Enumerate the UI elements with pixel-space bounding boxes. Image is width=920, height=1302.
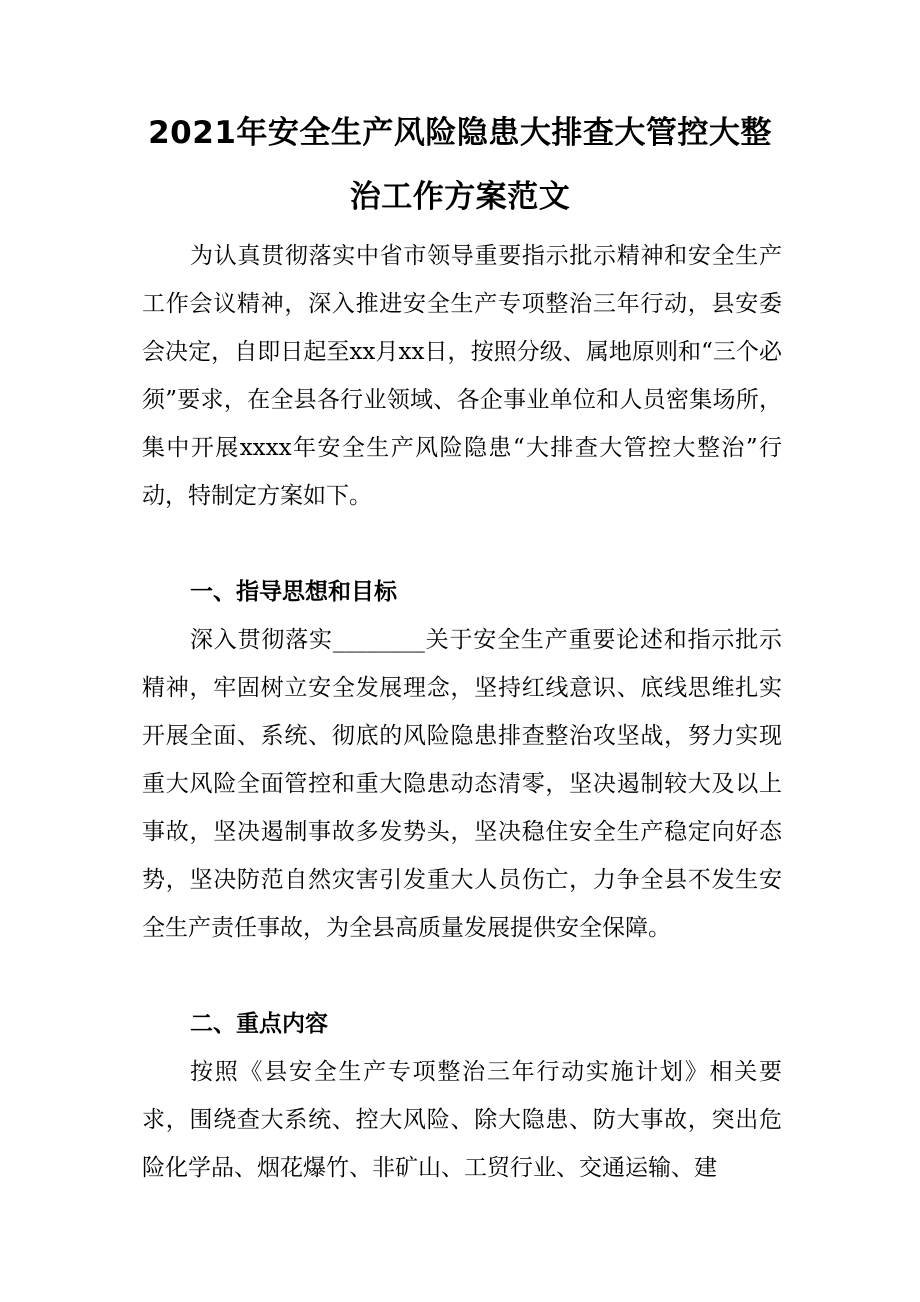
- intro-paragraph: 为认真贯彻落实中省市领导重要指示批示精神和安全生产工作会议精神，深入推进安全生产专项整治三年行动，县安委会决定，自即日起至xx月xx日，按照分级、属地原则和“三个必须”要求，在全县各行业领域、各企事业单位和人员密集场所，集中开展xxxx年安全生产风险隐患“大排查大管控大整治”行动，特制定方案如下。: [142, 243, 782, 509]
- section-heading-guiding-ideology: 一、指导思想和目标: [190, 578, 397, 605]
- section-paragraph-key-content: 按照《县安全生产专项整治三年行动实施计划》相关要求，围绕查大系统、控大风险、除大隐患、防大事故，突出危险化学品、烟花爆竹、非矿山、工贸行业、交通运输、建: [142, 1059, 782, 1181]
- document-title-line-2: 治工作方案范文: [349, 179, 571, 215]
- section-paragraph-guiding-ideology: 深入贯彻落实________关于安全生产重要论述和指示批示精神，牢固树立安全发展理念，坚持红线意识、底线思维扎实开展全面、系统、彻底的风险隐患排查整治攻坚战，努力实现重大风险全面管控和重大隐患动态清零，坚决遏制较大及以上事故，坚决遏制事故多发势头，坚决稳住安全生产稳定向好态势，坚决防范自然灾害引发重大人员伤亡，力争全县不发生安全生产责任事故，为全县高质量发展提供安全保障。: [142, 627, 782, 941]
- document-title-line-1: 2021年安全生产风险隐患大排查大管控大整: [148, 115, 772, 151]
- section-heading-key-content: 二、重点内容: [190, 1010, 328, 1037]
